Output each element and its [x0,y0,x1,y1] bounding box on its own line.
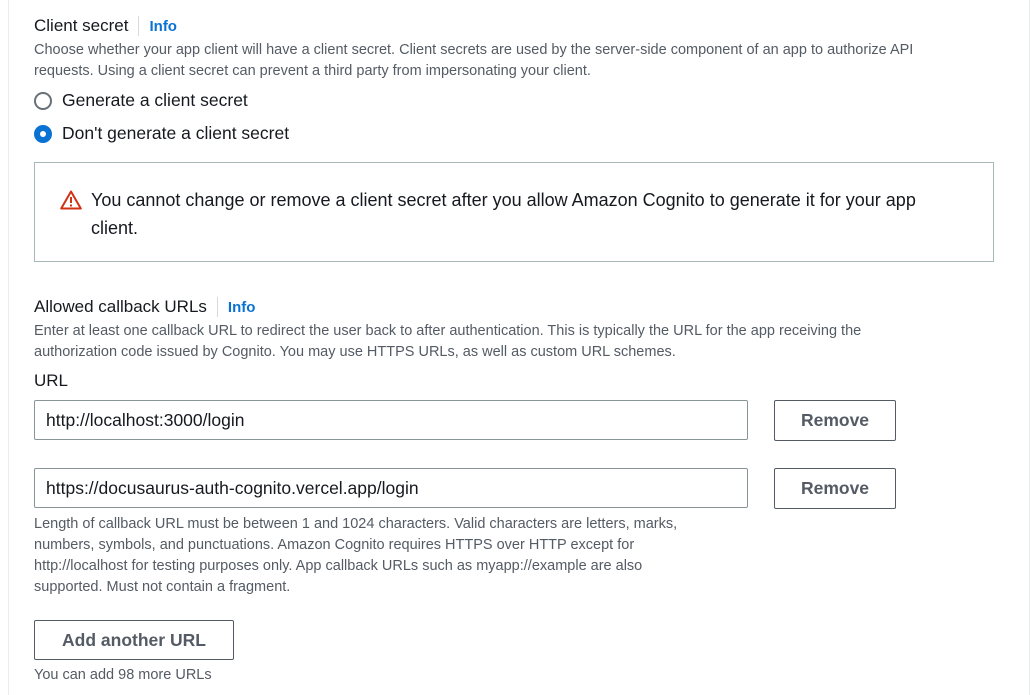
remove-url-button-2[interactable]: Remove [774,468,896,509]
callback-url-input-2[interactable] [34,468,748,508]
callback-urls-label-row [34,297,255,317]
warning-alert [34,162,994,262]
callback-urls-info-link[interactable]: Info [227,298,256,316]
warning-triangle-icon [60,190,82,210]
client-secret-description-line1: Choose whether your app client will have a client secret. Client secrets are used by the server-side component of an app to authorize API [34,42,914,58]
add-another-url-button[interactable]: Add another URL [34,620,234,660]
client-secret-label: Client secret [34,16,129,35]
warning-alert-line2: client. [91,218,139,238]
container-border-left [8,0,9,695]
warning-alert-text [91,186,971,242]
url-field-label: URL [34,371,69,390]
callback-url-input-1[interactable] [34,400,748,440]
client-secret-description [34,40,913,82]
constraint-line2: numbers, symbols, and punctuations. Amazon Cognito requires HTTPS over HTTP except for [34,537,635,553]
client-secret-label-row [34,16,177,36]
client-secret-description-line2: requests. Using a client secret can prevent a third party from impersonating your client. [34,63,591,79]
radio-dont-generate-client-secret[interactable] [34,123,289,144]
radio-button-dont-generate[interactable] [34,125,52,143]
callback-urls-description-line2: authorization code issued by Cognito. You may use HTTPS URLs, as well as custom URL schemes. [34,344,676,360]
radio-generate-client-secret[interactable] [34,90,248,111]
label-divider [217,297,218,317]
remaining-urls-hint: You can add 98 more URLs [34,667,212,683]
remove-url-button-1[interactable]: Remove [774,400,896,441]
callback-urls-label: Allowed callback URLs [34,297,207,316]
label-divider [138,16,139,36]
radio-button-generate[interactable] [34,92,52,110]
radio-label-dont-generate: Don't generate a client secret [62,123,290,143]
warning-alert-line1: You cannot change or remove a client secret after you allow Amazon Cognito to generate it for your app [91,190,916,210]
callback-urls-description [34,321,861,363]
constraint-line1: Length of callback URL must be between 1 and 1024 characters. Valid characters are letters, marks, [34,516,678,532]
callback-url-constraint-text [34,514,677,598]
callback-urls-description-line1: Enter at least one callback URL to redirect the user back to after authentication. This is typically the URL for the app receiving the [34,323,862,339]
radio-label-generate: Generate a client secret [62,90,248,110]
constraint-line4: supported. Must not contain a fragment. [34,579,291,595]
client-secret-info-link[interactable]: Info [149,17,177,35]
constraint-line3: http://localhost for testing purposes only. App callback URLs such as myapp://example are also [34,558,643,574]
